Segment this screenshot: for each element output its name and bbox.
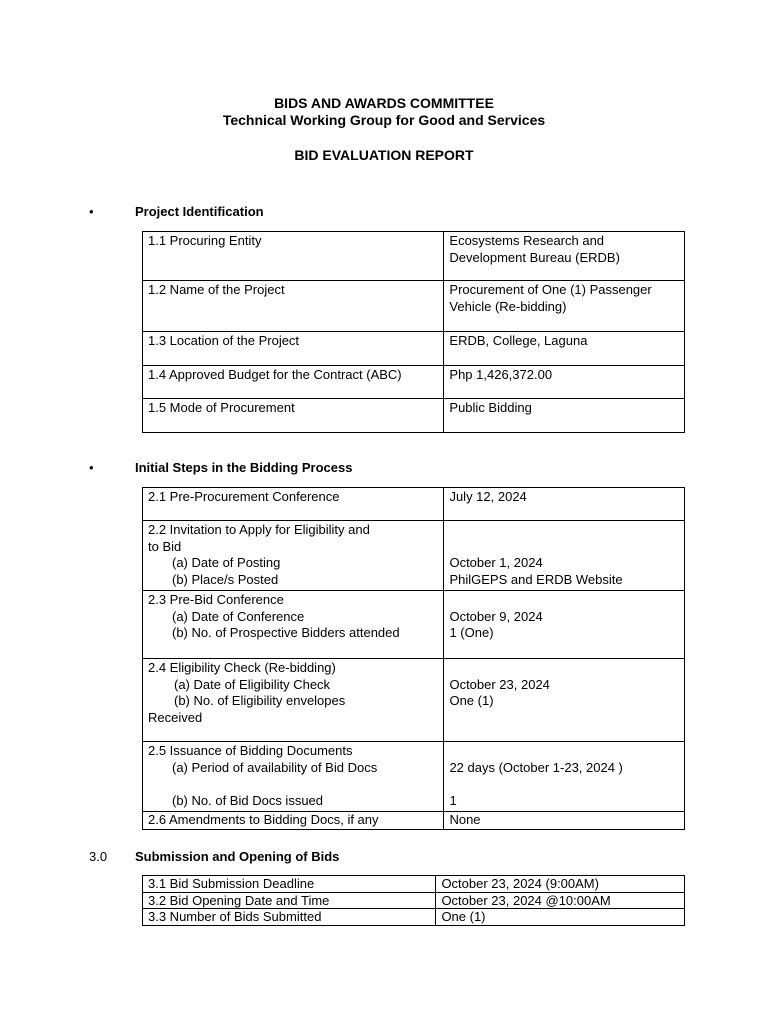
row-label: 3.2 Bid Opening Date and Time (143, 892, 436, 909)
row-label: 2.1 Pre-Procurement Conference (143, 488, 444, 521)
table-row (143, 281, 685, 332)
row-value: Public Bidding (444, 399, 685, 433)
report-title: BID EVALUATION REPORT (294, 147, 474, 163)
sub-item-b: (b) No. of Bid Docs issued (172, 792, 324, 808)
section-number: 3.0 (89, 849, 108, 864)
bullet-icon: • (89, 460, 94, 475)
sub-item-b: (b) Place/s Posted (172, 571, 279, 587)
table-row (143, 812, 685, 830)
sub-value-a: October 9, 2024 (449, 608, 543, 624)
row-value-cell (444, 591, 685, 659)
row-value-cell (444, 742, 685, 812)
row-label-cell (143, 742, 444, 812)
row-value-cell (444, 521, 685, 591)
row-value: October 23, 2024 @10:00AM (436, 892, 685, 909)
bidding-process-table (142, 487, 685, 830)
submission-opening-table (142, 875, 685, 926)
row-value: One (1) (436, 909, 685, 926)
row-value: Php 1,426,372.00 (444, 366, 685, 399)
row-label: 1.4 Approved Budget for the Contract (ABC) (143, 366, 444, 399)
table-row (143, 742, 685, 812)
row-label-continued: to Bid (148, 538, 182, 554)
sub-value-a: 22 days (October 1-23, 2024 ) (449, 759, 623, 775)
table-row (143, 909, 685, 926)
section-heading-initial-steps: Initial Steps in the Bidding Process (135, 460, 353, 475)
row-value: July 12, 2024 (444, 488, 685, 521)
sub-item-a: (a) Period of availability of Bid Docs (172, 759, 378, 775)
sub-item-a: (a) Date of Conference (172, 608, 305, 624)
sub-item-a: (a) Date of Posting (172, 555, 281, 570)
report-header-twg: Technical Working Group for Good and Services (222, 112, 546, 128)
table-row (143, 521, 685, 591)
bullet-icon: • (89, 204, 94, 219)
row-label: 2.2 Invitation to Apply for Eligibility and (148, 522, 370, 537)
table-row (143, 232, 685, 281)
sub-value-b: One (1) (449, 693, 494, 708)
sub-value-a: October 1, 2024 (449, 555, 543, 570)
sub-value-b: 1 (449, 792, 457, 808)
row-label: 3.3 Number of Bids Submitted (143, 909, 436, 926)
sub-value-b: PhilGEPS and ERDB Website (449, 571, 623, 587)
section-heading-submission-opening: Submission and Opening of Bids (135, 849, 340, 864)
row-label: 2.5 Issuance of Bidding Documents (148, 743, 353, 758)
row-value: October 23, 2024 (9:00AM) (436, 876, 685, 893)
row-label-cell (143, 659, 444, 742)
table-row (143, 876, 685, 893)
row-label: 2.6 Amendments to Bidding Docs, if any (143, 812, 444, 830)
row-label: 1.3 Location of the Project (143, 332, 444, 366)
row-value: Ecosystems Research and Development Bureau (ERDB) (444, 232, 685, 281)
sub-item-b: (b) No. of Prospective Bidders attended (172, 625, 400, 640)
sub-item-b-continued: Received (148, 709, 203, 725)
row-label: 2.4 Eligibility Check (Re-bidding) (148, 660, 336, 675)
row-value-cell (444, 659, 685, 742)
table-row (143, 488, 685, 521)
row-label: 2.3 Pre-Bid Conference (148, 592, 284, 607)
row-label-cell (143, 591, 444, 659)
row-value: None (444, 812, 685, 830)
sub-value-b: 1 (One) (449, 625, 494, 640)
report-header-committee: BIDS AND AWARDS COMMITTEE (274, 95, 494, 111)
table-row (143, 892, 685, 909)
sub-item-b: (b) No. of Eligibility envelopes (174, 693, 346, 708)
row-label-cell (143, 521, 444, 591)
table-row (143, 399, 685, 433)
sub-item-a: (a) Date of Eligibility Check (174, 676, 331, 692)
row-label: 1.1 Procuring Entity (143, 232, 444, 281)
row-label: 3.1 Bid Submission Deadline (143, 876, 436, 893)
row-label: 1.5 Mode of Procurement (143, 399, 444, 433)
table-row (143, 591, 685, 659)
table-row (143, 366, 685, 399)
section-heading-project-identification: Project Identification (135, 204, 264, 219)
table-row (143, 659, 685, 742)
sub-value-a: October 23, 2024 (449, 676, 550, 692)
row-label: 1.2 Name of the Project (143, 281, 444, 332)
row-value: ERDB, College, Laguna (444, 332, 685, 366)
project-identification-table (142, 231, 685, 433)
row-value: Procurement of One (1) Passenger Vehicle (Re-bidding) (444, 281, 685, 332)
table-row (143, 332, 685, 366)
